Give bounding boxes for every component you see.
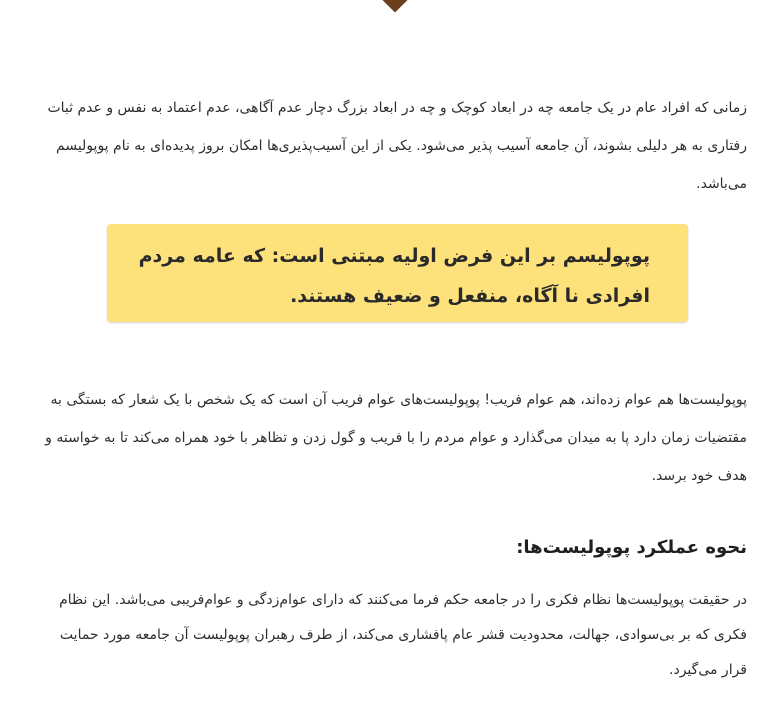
intro-paragraph: زمانی که افراد عام در یک جامعه چه در ابعاد کوچک و چه در ابعاد بزرگ دچار عدم آگاهی، عدم اعتماد به نفس و عدم ثبات رفتاری به هر دلیلی بشوند، آن جامعه آسیب پذیر می‌شود. یکی از این آسیب‌پذیری‌ها امکان بروز پدیده‌ای به نام پوپولیسم می‌باشد. <box>47 100 747 192</box>
highlight-quote-box: پوپولیسم بر این فرض اولیه مبتنی است: که عامه مردم افرادی نا آگاه، منفعل و ضعیف هستند. <box>107 224 688 322</box>
top-decorative-diamond <box>379 0 410 13</box>
populists-paragraph: پوپولیست‌ها هم عوام زده‌اند، هم عوام فریب! پوپولیست‌های عوام فریب آن است که یک شخص با یک شعار که بستگی به مقتضیات زمان دارد پا به میدان می‌گذارد و عوام مردم را با فریب و گول زدن و تظاهر با خود همراه می‌کند تا به خواسته و هدف خود برسد. <box>45 392 747 484</box>
section-heading: نحوه عملکرد پوپولیست‌ها: <box>516 537 747 558</box>
populists-method-paragraph: در حقیقت پوپولیست‌ها نظام فکری را در جامعه حکم فرما می‌کنند که دارای عوام‌زدگی و عوام‌فریبی می‌باشد. این نظام فکری که بر بی‌سوادی، جهالت، محدودیت قشر عام پافشاری می‌کند، از طرف رهبران پوپولیست آن جامعه مورد حمایت قرار می‌گیرد. <box>59 592 747 678</box>
